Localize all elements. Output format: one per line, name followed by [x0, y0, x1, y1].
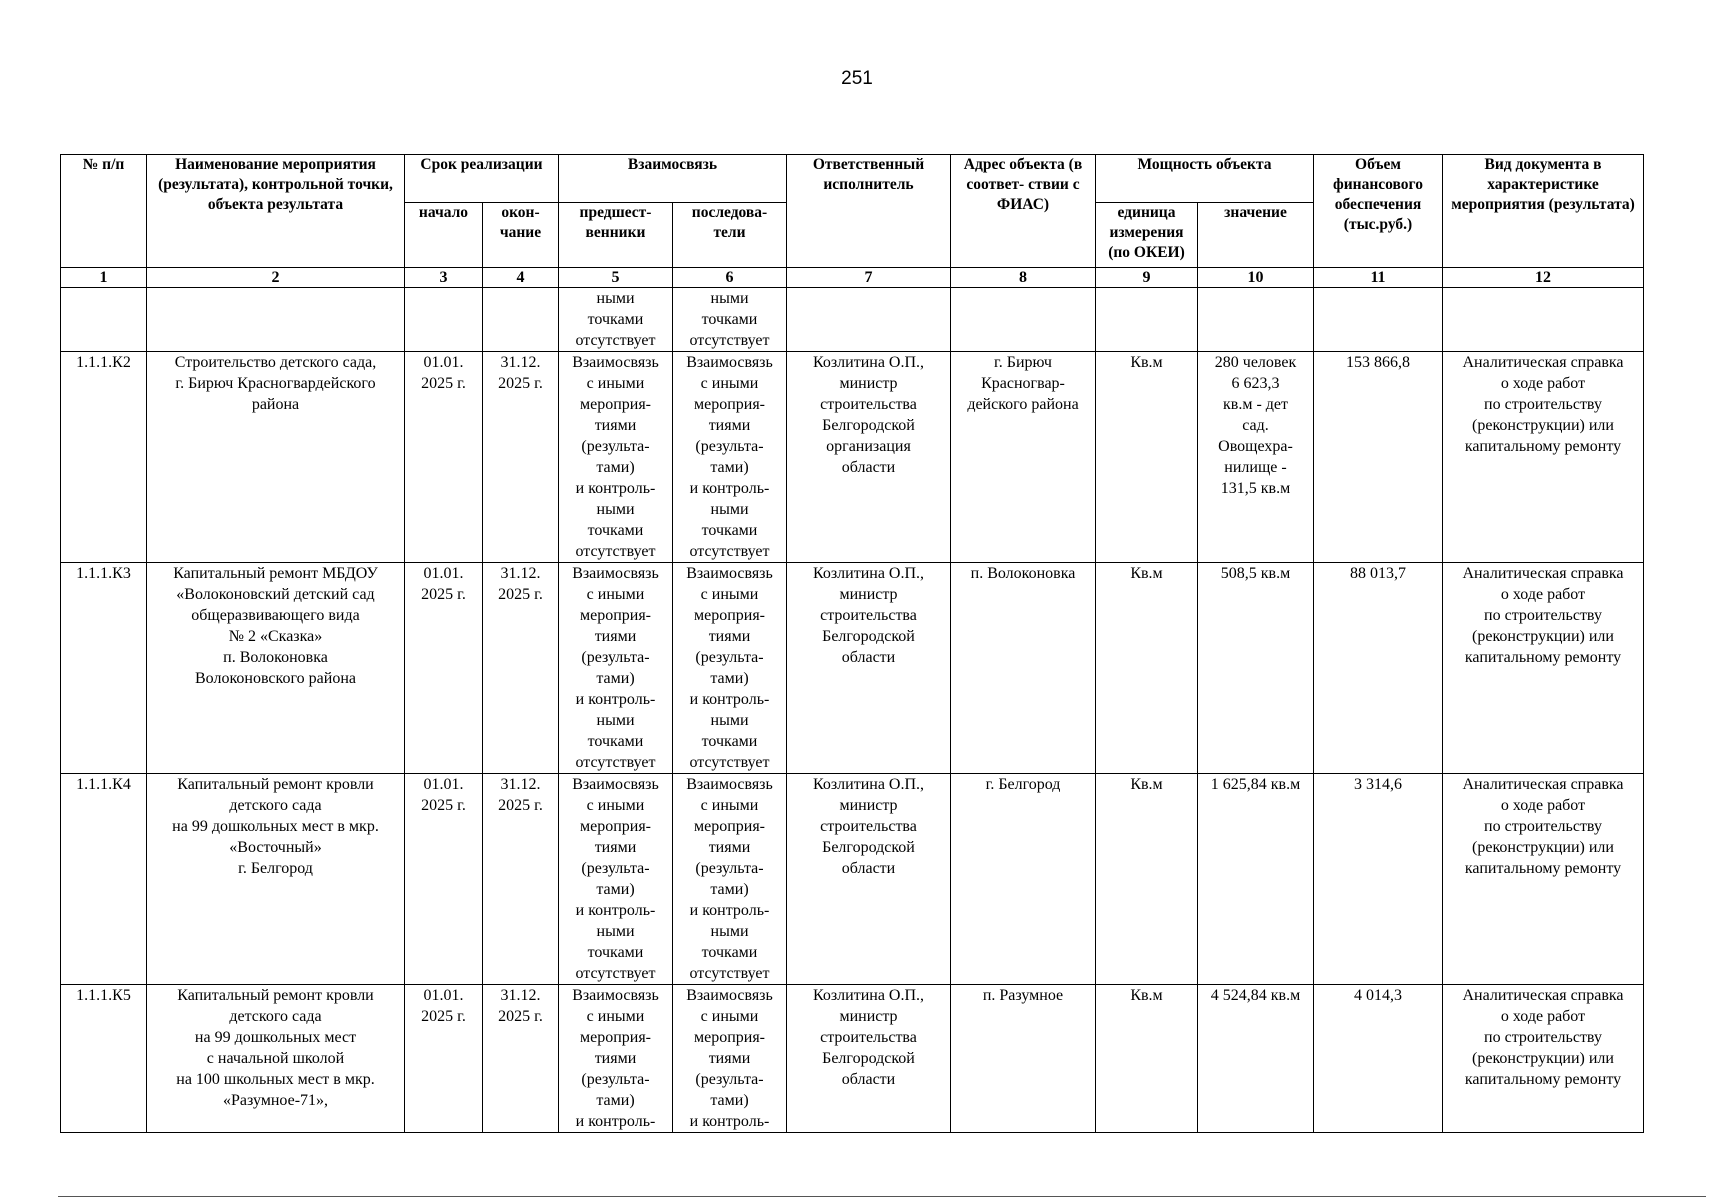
header-name: Наименование мероприятия (результата), контрольной точки, объекта результата: [147, 155, 405, 268]
cell-end: 31.12. 2025 г.: [483, 563, 559, 774]
header-capacity: Мощность объекта: [1096, 155, 1314, 203]
cell-responsible: Козлитина О.П., министр строительства Белгородской области: [787, 985, 951, 1133]
column-number: 12: [1443, 268, 1644, 288]
header-predecessors: предшест- венники: [559, 203, 673, 268]
cell-no: 1.1.1.К2: [61, 352, 147, 563]
cell-address: г. Белгород: [951, 774, 1096, 985]
column-number: 9: [1096, 268, 1198, 288]
cell-end: 31.12. 2025 г.: [483, 985, 559, 1133]
cell-doc-type: Аналитическая справка о ходе работ по строительству (реконструкции) или капитальному ремонту: [1443, 563, 1644, 774]
cell-name: Капитальный ремонт МБДОУ «Волоконовский детский сад общеразвивающего вида № 2 «Сказка» п. Волоконовка Волоконовского района: [147, 563, 405, 774]
column-number: 4: [483, 268, 559, 288]
header-value: значение: [1198, 203, 1314, 268]
cell-finance: 153 866,8: [1314, 352, 1443, 563]
bottom-rule: [58, 1196, 1706, 1197]
table-cell: [1443, 288, 1644, 352]
cell-successors: Взаимосвязь с иными мероприя- тиями (результа- тами) и контроль- ными точками отсутствует: [673, 352, 787, 563]
table-row: [61, 774, 1644, 985]
column-numbers-row: [61, 268, 1644, 288]
column-number: 5: [559, 268, 673, 288]
cell-predecessors: Взаимосвязь с иными мероприя- тиями (результа- тами) и контроль-: [559, 985, 673, 1133]
cell-predecessors: Взаимосвязь с иными мероприя- тиями (результа- тами) и контроль- ными точками отсутствует: [559, 774, 673, 985]
continued-row: [61, 288, 1644, 352]
cell-value: 508,5 кв.м: [1198, 563, 1314, 774]
cell-predecessors: Взаимосвязь с иными мероприя- тиями (результа- тами) и контроль- ными точками отсутствует: [559, 352, 673, 563]
cell-responsible: Козлитина О.П., министр строительства Белгородской области: [787, 774, 951, 985]
cell-start: 01.01. 2025 г.: [405, 352, 483, 563]
cell-value: 280 человек 6 623,3 кв.м - дет сад. Овощехра- нилище - 131,5 кв.м: [1198, 352, 1314, 563]
table-cell: [1314, 288, 1443, 352]
cell-predecessors: ными точками отсутствует: [559, 288, 673, 352]
cell-successors: Взаимосвязь с иными мероприя- тиями (результа- тами) и контроль-: [673, 985, 787, 1133]
column-number: 2: [147, 268, 405, 288]
cell-successors: ными точками отсутствует: [673, 288, 787, 352]
table-cell: [1096, 288, 1198, 352]
cell-responsible: Козлитина О.П., министр строительства Белгородской организация области: [787, 352, 951, 563]
cell-start: 01.01. 2025 г.: [405, 985, 483, 1133]
table-row: [61, 985, 1644, 1133]
column-number: 10: [1198, 268, 1314, 288]
cell-unit: Кв.м: [1096, 774, 1198, 985]
cell-start: 01.01. 2025 г.: [405, 563, 483, 774]
table-cell: [483, 288, 559, 352]
header-term: Срок реализации: [405, 155, 559, 203]
cell-name: Капитальный ремонт кровли детского сада на 99 дошкольных мест в мкр. «Восточный» г. Белгород: [147, 774, 405, 985]
events-table: [60, 154, 1644, 1133]
cell-value: 4 524,84 кв.м: [1198, 985, 1314, 1133]
cell-no: 1.1.1.К3: [61, 563, 147, 774]
cell-name: Капитальный ремонт кровли детского сада на 99 дошкольных мест с начальной школой на 100 школьных мест в мкр. «Разумное-71»,: [147, 985, 405, 1133]
cell-no: 1.1.1.К5: [61, 985, 147, 1133]
column-number: 11: [1314, 268, 1443, 288]
header-address: Адрес объекта (в соответ- ствии с ФИАС): [951, 155, 1096, 268]
cell-finance: 4 014,3: [1314, 985, 1443, 1133]
column-number: 6: [673, 268, 787, 288]
cell-successors: Взаимосвязь с иными мероприя- тиями (результа- тами) и контроль- ными точками отсутствует: [673, 774, 787, 985]
cell-doc-type: Аналитическая справка о ходе работ по строительству (реконструкции) или капитальному ремонту: [1443, 774, 1644, 985]
column-number: 7: [787, 268, 951, 288]
column-number: 8: [951, 268, 1096, 288]
cell-start: 01.01. 2025 г.: [405, 774, 483, 985]
header-finance: Объем финансового обеспечения (тыс.руб.): [1314, 155, 1443, 268]
cell-value: 1 625,84 кв.м: [1198, 774, 1314, 985]
cell-address: п. Разумное: [951, 985, 1096, 1133]
table-cell: [1198, 288, 1314, 352]
table-cell: [405, 288, 483, 352]
cell-unit: Кв.м: [1096, 985, 1198, 1133]
cell-address: г. Бирюч Красногвар- дейского района: [951, 352, 1096, 563]
table-row: [61, 563, 1644, 774]
table-cell: [147, 288, 405, 352]
cell-end: 31.12. 2025 г.: [483, 352, 559, 563]
cell-end: 31.12. 2025 г.: [483, 774, 559, 985]
header-successors: последова- тели: [673, 203, 787, 268]
column-number: 3: [405, 268, 483, 288]
cell-finance: 88 013,7: [1314, 563, 1443, 774]
cell-responsible: Козлитина О.П., министр строительства Белгородской области: [787, 563, 951, 774]
header-doc-type: Вид документа в характеристике мероприятия (результата): [1443, 155, 1644, 268]
column-number: 1: [61, 268, 147, 288]
header-unit: единица измерения (по ОКЕИ): [1096, 203, 1198, 268]
header-responsible: Ответственный исполнитель: [787, 155, 951, 268]
table-cell: [61, 288, 147, 352]
page-number: 251: [841, 68, 873, 89]
header-relation: Взаимосвязь: [559, 155, 787, 203]
cell-successors: Взаимосвязь с иными мероприя- тиями (результа- тами) и контроль- ными точками отсутствует: [673, 563, 787, 774]
cell-doc-type: Аналитическая справка о ходе работ по строительству (реконструкции) или капитальному ремонту: [1443, 352, 1644, 563]
header-row: [61, 155, 1644, 203]
cell-no: 1.1.1.К4: [61, 774, 147, 985]
cell-unit: Кв.м: [1096, 352, 1198, 563]
table-cell: [951, 288, 1096, 352]
cell-doc-type: Аналитическая справка о ходе работ по строительству (реконструкции) или капитальному ремонту: [1443, 985, 1644, 1133]
cell-finance: 3 314,6: [1314, 774, 1443, 985]
cell-unit: Кв.м: [1096, 563, 1198, 774]
cell-name: Строительство детского сада, г. Бирюч Красногвардейского района: [147, 352, 405, 563]
header-end: окон- чание: [483, 203, 559, 268]
header-start: начало: [405, 203, 483, 268]
table-row: [61, 352, 1644, 563]
cell-predecessors: Взаимосвязь с иными мероприя- тиями (результа- тами) и контроль- ными точками отсутствует: [559, 563, 673, 774]
cell-address: п. Волоконовка: [951, 563, 1096, 774]
header-no: № п/п: [61, 155, 147, 268]
table-cell: [787, 288, 951, 352]
